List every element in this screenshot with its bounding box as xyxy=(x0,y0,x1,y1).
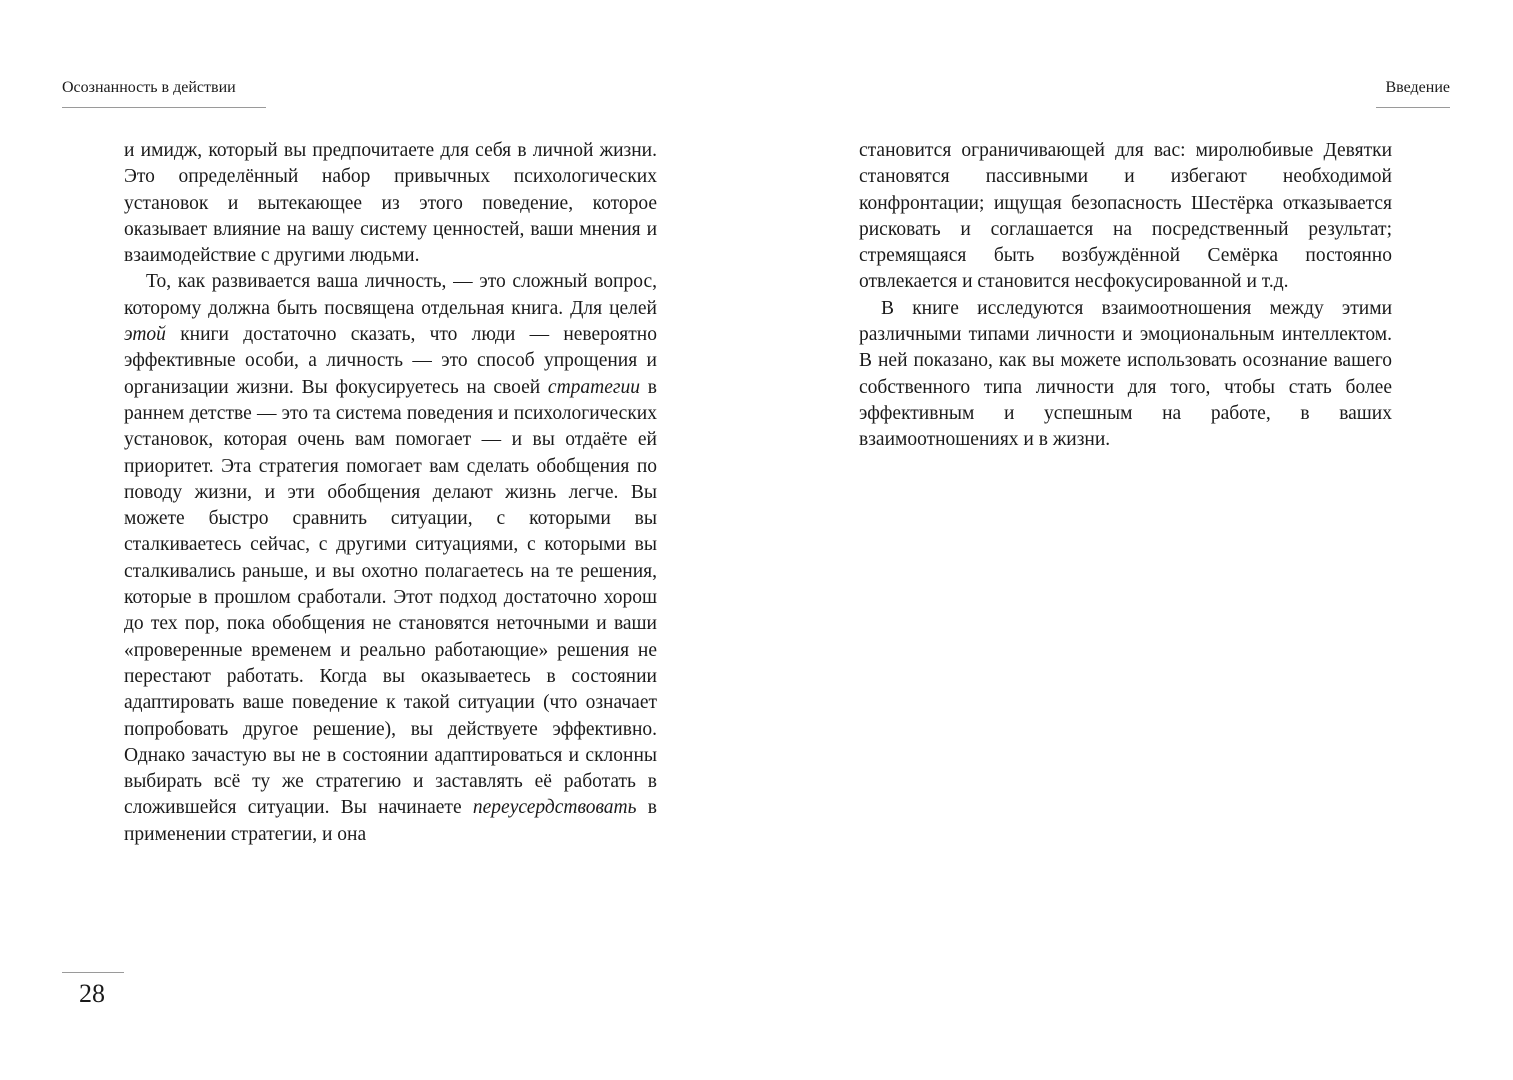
left-page-text xyxy=(124,138,657,848)
left-paragraph-2-part-b: книги достаточно сказать, что люди — невероятно эффективные особи, а личность — это способ упрощения и организации жизни. Вы фокусируетесь на своей xyxy=(124,324,657,398)
page-number-rule xyxy=(62,972,124,973)
right-paragraph-1: становится ограничивающей для вас: миролюбивые Девятки становятся пассивными и избегают необходимой конфронтации; ищущая безопасность Шестёрка отказывается рисковать и соглашается на посредственный результат; стремящаяся быть возбуждённой Семёрка постоянно отвлекается и становится несфокусированной и т.д. xyxy=(859,140,1392,293)
left-paragraph-2-part-d: в применении стратегии, и она xyxy=(124,797,657,845)
emphasis-this: этой xyxy=(124,324,166,346)
left-paragraph-1: и имидж, который вы предпочитаете для себя в личной жизни. Это определённый набор привычных психологических установок и вытекающее из этого поведение, которое оказывает влияние на вашу систему ценностей, ваши мнения и взаимодействие с другими людьми. xyxy=(124,140,657,267)
running-head-book-title: Осознанность в действии xyxy=(62,78,266,108)
emphasis-strategy: стратегии xyxy=(547,376,641,398)
right-paragraph-2: В книге исследуются взаимоотношения между этими различными типами личности и эмоциональным интеллектом. В ней показано, как вы можете использовать осознание вашего собственного типа личности для того, чтобы стать более эффективным и успешным на работе, в ваших взаимоотношениях и в жизни. xyxy=(859,297,1392,451)
left-paragraph-2 xyxy=(124,269,657,848)
running-head-chapter-title: Введение xyxy=(1376,78,1450,108)
left-paragraph-2-part-a: То, как развивается ваша личность, — это сложный вопрос, которому должна быть посвящена отдельная книга. Для целей xyxy=(124,271,657,319)
left-paragraph-2-part-c: в раннем детстве — это та система поведения и психологических установок, которая очень вам помогает — и вы отдаёте ей приоритет. Эта стратегия помогает вам сделать обобщения по поводу жизни, и эти обобщения делают жизнь легче. Вы можете быстро сравнить ситуации, с которыми вы сталкиваетесь сейчас, с другими ситуациями, с которыми вы сталкивались раньше, и вы охотно полагаетесь на те решения, которые в прошлом сработали. Этот подход достаточно хорош до тех пор, пока обобщения не становятся неточными и ваши «проверенные временем и реально работающие» решения не перестают работать. Когда вы оказываетесь в состоянии адаптировать ваше поведение к такой ситуации (что означает попробовать другое решение), вы действуете эффективно. Однако зачастую вы не в состоянии адаптироваться и склонны выбирать всё ту же стратегию и заставлять её работать в сложившейся ситуации. Вы начинаете xyxy=(124,376,657,819)
right-page-text xyxy=(859,138,1392,454)
emphasis-overdo: переусердствовать xyxy=(472,797,637,819)
page-number: 28 xyxy=(79,979,105,1008)
